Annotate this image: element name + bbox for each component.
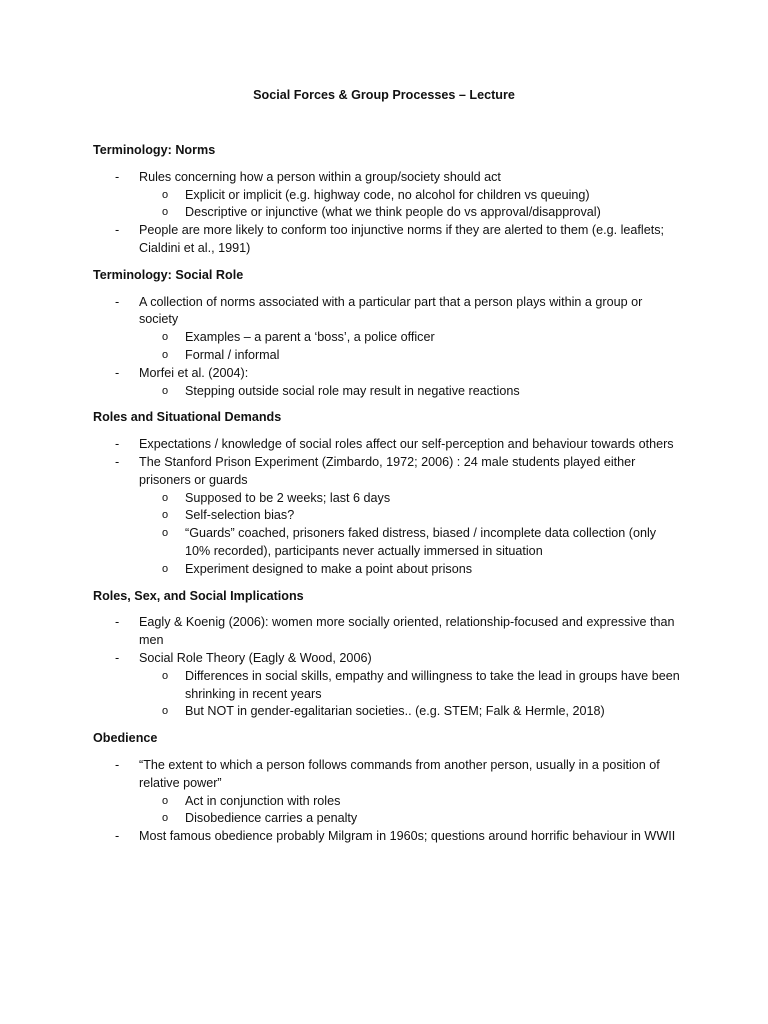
bullet-text: Most famous obedience probably Milgram in 1960s; questions around horrific behaviour in WWII: [139, 829, 676, 844]
bullet-item: [93, 828, 683, 846]
sub-bullet-list: [139, 329, 683, 365]
section: [93, 142, 683, 258]
section: [93, 409, 683, 578]
document-body: [93, 142, 683, 855]
sub-bullet-item: o “Guards” coached, prisoners faked distress, biased / incomplete data collection (only 10% recorded), participants never actually immersed in situation: [139, 525, 683, 561]
bullet-item: [93, 294, 683, 365]
sub-bullet-item: o Descriptive or injunctive (what we think people do vs approval/disapproval): [139, 204, 683, 222]
bullet-item: [93, 757, 683, 828]
sub-bullet-list: [139, 668, 683, 721]
sub-bullet-item: o Self-selection bias?: [139, 507, 683, 525]
section-heading: Obedience: [93, 731, 158, 746]
sub-bullet-item: o Disobedience carries a penalty: [139, 810, 683, 828]
section: [93, 267, 683, 401]
sub-bullet-list: [139, 383, 683, 401]
sub-bullet-item: o But NOT in gender-egalitarian societies.. (e.g. STEM; Falk & Hermle, 2018): [139, 703, 683, 721]
sub-bullet-item: o Stepping outside social role may result in negative reactions: [139, 383, 683, 401]
bullet-text: “The extent to which a person follows commands from another person, usually in a position of relative power”: [139, 757, 660, 790]
sub-bullet-item: o Experiment designed to make a point about prisons: [139, 561, 683, 579]
bullet-text: Rules concerning how a person within a group/society should act: [139, 169, 501, 184]
bullet-item: [93, 436, 683, 454]
sub-bullet-item: o Formal / informal: [139, 347, 683, 365]
section: [93, 588, 683, 722]
section-heading: Terminology: Social Role: [93, 267, 244, 282]
bullet-item: [93, 454, 683, 579]
bullet-list: [93, 757, 683, 846]
bullet-text: Social Role Theory (Eagly & Wood, 2006): [139, 650, 372, 665]
sub-bullet-item: o Differences in social skills, empathy and willingness to take the lead in groups have been shrinking in recent years: [139, 668, 683, 704]
bullet-list: [93, 294, 683, 401]
section-heading: Roles and Situational Demands: [93, 410, 282, 425]
sub-bullet-list: [139, 490, 683, 579]
bullet-text: The Stanford Prison Experiment (Zimbardo, 1972; 2006) : 24 male students played either prisoners or guards: [139, 454, 636, 487]
bullet-list: [93, 169, 683, 258]
document-title: Social Forces & Group Processes – Lecture: [253, 88, 515, 102]
bullet-text: People are more likely to conform too injunctive norms if they are alerted to them (e.g. leaflets; Cialdini et al., 1991): [139, 223, 664, 255]
section-heading: Roles, Sex, and Social Implications: [93, 588, 304, 603]
sub-bullet-item: o Examples – a parent a ‘boss’, a police officer: [139, 329, 683, 347]
bullet-item: [93, 614, 683, 650]
bullet-list: [93, 436, 683, 578]
section: [93, 730, 683, 846]
sub-bullet-item: o Explicit or implicit (e.g. highway code, no alcohol for children vs queuing): [139, 187, 683, 205]
sub-bullet-item: o Supposed to be 2 weeks; last 6 days: [139, 490, 683, 508]
section-heading: Terminology: Norms: [93, 143, 216, 157]
bullet-item: [93, 222, 683, 258]
sub-bullet-list: [139, 793, 683, 829]
bullet-list: [93, 614, 683, 721]
bullet-item: [93, 650, 683, 721]
bullet-item: [93, 169, 683, 222]
sub-bullet-list: [139, 187, 683, 223]
bullet-text: Eagly & Koenig (2006): women more socially oriented, relationship-focused and expressive than men: [139, 615, 675, 648]
bullet-text: Expectations / knowledge of social roles affect our self-perception and behaviour towards others: [139, 437, 674, 452]
bullet-text: Morfei et al. (2004):: [139, 365, 249, 380]
sub-bullet-item: o Act in conjunction with roles: [139, 793, 683, 811]
bullet-text: A collection of norms associated with a particular part that a person plays within a group or society: [139, 294, 643, 327]
bullet-item: [93, 365, 683, 401]
